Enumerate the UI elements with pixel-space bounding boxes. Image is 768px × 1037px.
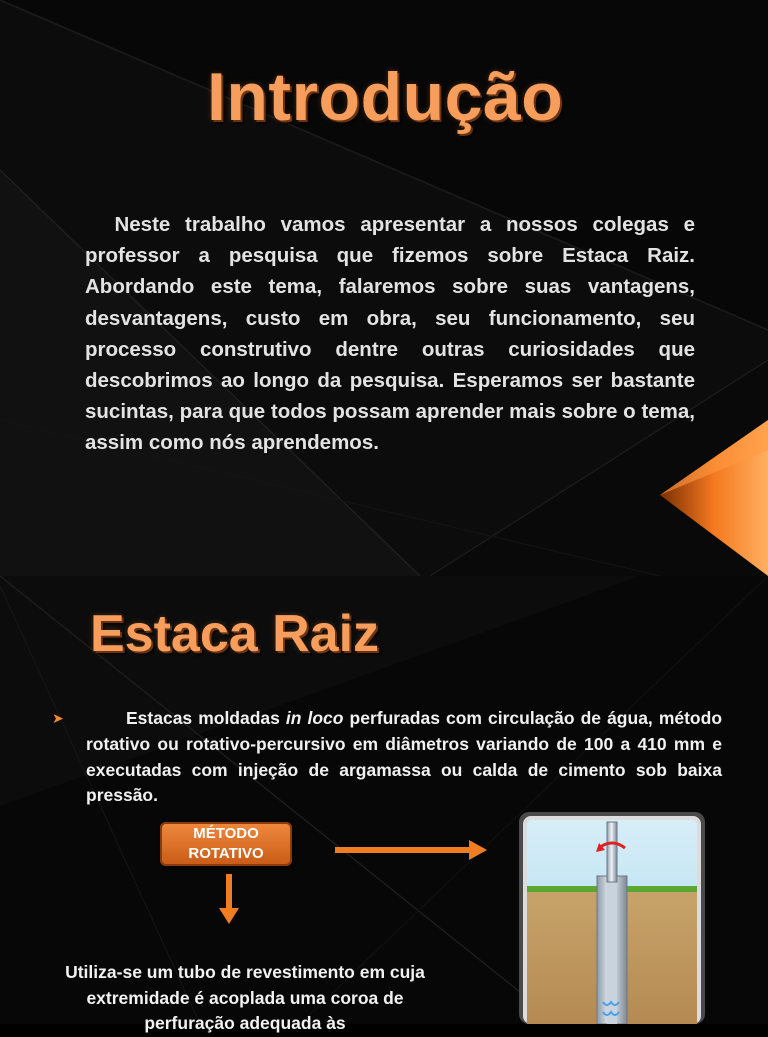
bullet-text-italic: in loco (285, 708, 344, 728)
bullet-item (52, 706, 722, 809)
bottom-paragraph: Utiliza-se um tubo de revestimento em cuja extremidade é acoplada uma coroa de perfuração adequada às (65, 962, 425, 1033)
bullet-text (86, 706, 722, 809)
method-label-line2: ROTATIVO (188, 845, 264, 862)
intro-paragraph (85, 209, 695, 459)
arrow-right-icon (333, 838, 493, 862)
arrow-down-icon (216, 874, 242, 926)
slide-title: Estaca Raiz (90, 605, 380, 663)
method-label-line1: MÉTODO (193, 825, 259, 842)
slide-title: Introdução (207, 59, 564, 135)
method-label-box (160, 822, 292, 866)
arrow-bullet-icon: ➤ (52, 710, 64, 726)
intro-text: Neste trabalho vamos apresentar a nossos colegas e professor a pesquisa que fizemos sobre Estaca Raiz. Abordando este tema, falaremos sobre suas vantagens, desvantagens, custo em obra, seu funcionamento, seu processo construtivo dentre outras curiosidades que descobrimos ao longo da pesquisa. Esperamos ser bastante sucintas, para que todos possam aprender mais sobre o tema, assim como nós aprendemos. (85, 213, 695, 455)
bullet-text-start: Estacas moldadas (126, 708, 286, 728)
pile-drilling-diagram (519, 812, 705, 1024)
bullet-text-end: perfuradas com circulação de água, método rotativo ou rotativo-percursivo em diâmetros variando de 100 a 410 mm e executadas com injeção de argamassa ou calda de cimento sob baixa pressão. (86, 708, 723, 806)
